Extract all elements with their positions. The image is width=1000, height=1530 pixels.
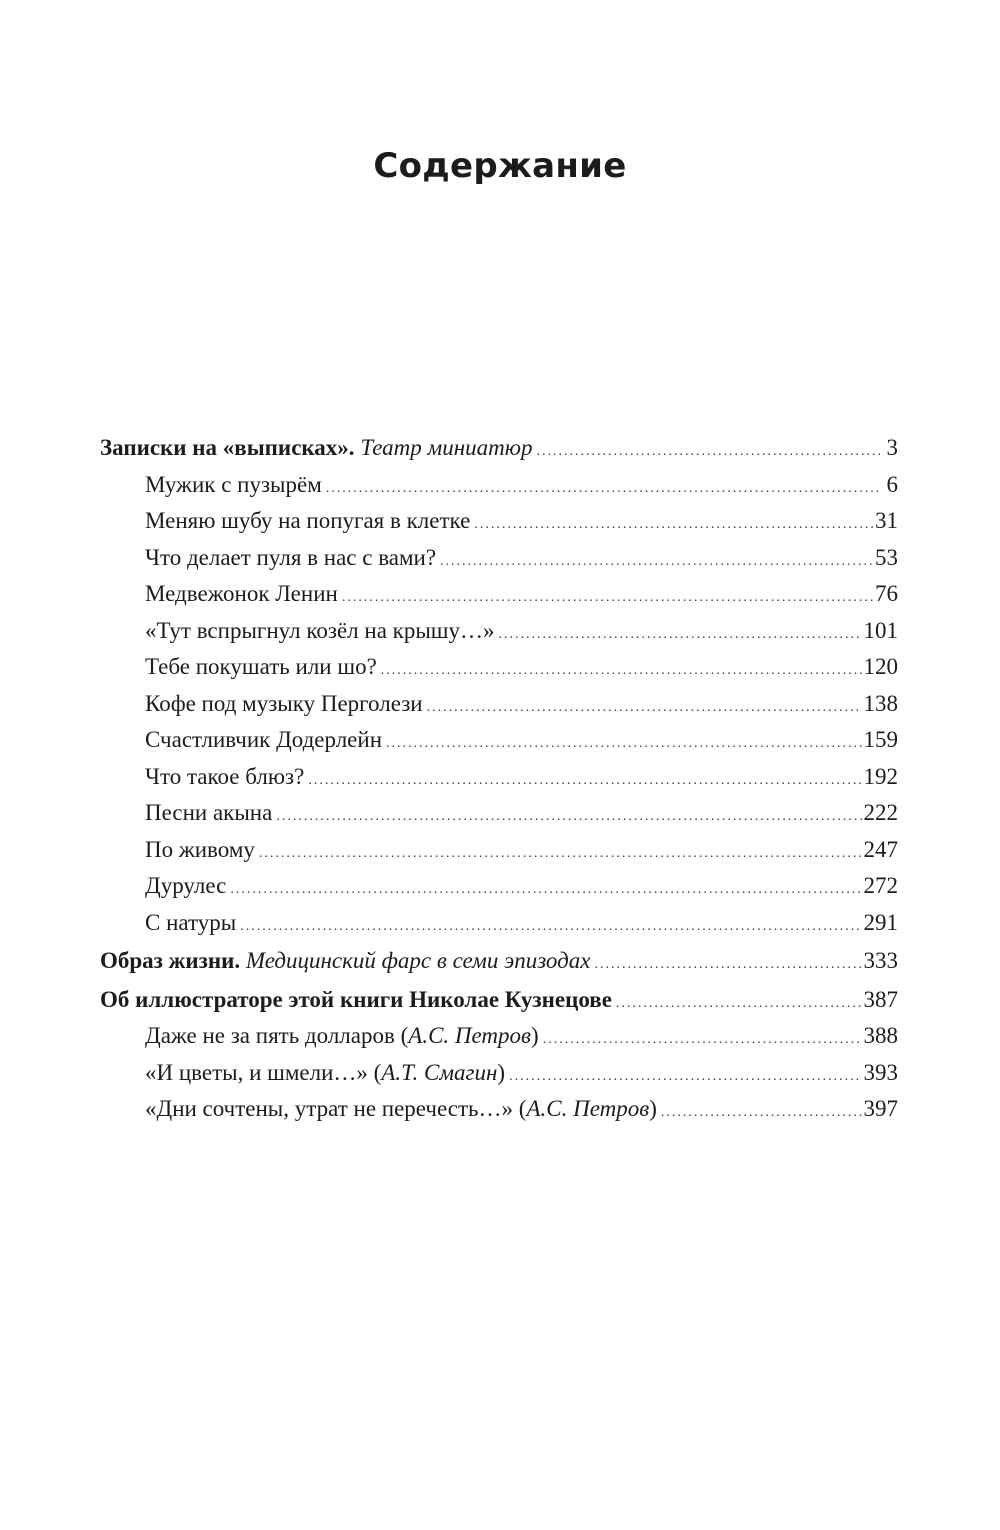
toc-entry-title: Что делает пуля в нас с вами? (145, 544, 437, 570)
toc-entry-title: По живому (145, 836, 255, 862)
toc-entry-title: Об иллюстраторе этой книги Николае Кузнецове (100, 986, 612, 1012)
dot-leader (427, 692, 862, 725)
dot-leader (594, 949, 861, 982)
toc-entry-section[interactable] (100, 984, 898, 1021)
dot-leader (509, 1061, 861, 1094)
toc-entry-title: «Тут вспрыгнул козёл на крышу…» (145, 617, 495, 643)
toc-page-number: 101 (863, 617, 898, 643)
dot-leader (661, 1097, 862, 1130)
toc-page-number: 291 (863, 909, 898, 935)
toc-entry-section[interactable] (100, 432, 898, 469)
table-of-contents (100, 432, 898, 1130)
toc-entry-title: «И цветы, и шмели…» (А.Т. Смагин) (145, 1059, 506, 1085)
dot-leader (326, 473, 882, 506)
toc-entry-title: Записки на «выписках». Театр миниатюр (100, 435, 533, 460)
page-title: Содержание (373, 146, 627, 186)
toc-entry-title: Песни акына (145, 800, 273, 825)
toc-page-number: 397 (863, 1096, 898, 1121)
dot-leader (276, 801, 861, 834)
toc-page-number: 3 (886, 435, 898, 460)
toc-page-number: 120 (863, 654, 898, 679)
toc-entry[interactable] (100, 907, 898, 944)
dot-leader (240, 911, 861, 944)
toc-entry[interactable] (100, 834, 898, 871)
dot-leader (386, 728, 861, 761)
dot-leader (230, 874, 861, 907)
toc-page-number: 387 (863, 986, 898, 1012)
toc-entry[interactable] (100, 1020, 898, 1057)
toc-page-number: 31 (875, 508, 898, 533)
toc-page-number: 192 (863, 763, 898, 789)
toc-entry-title: Кофе под музыку Перголези (145, 690, 423, 716)
toc-page-number: 388 (863, 1023, 898, 1048)
toc-entry-title: Мужик с пузырём (145, 471, 322, 497)
toc-entry-title: Счастливчик Додерлейн (145, 727, 383, 752)
toc-page-number: 76 (875, 581, 898, 606)
toc-page-number: 333 (863, 948, 898, 973)
dot-leader (342, 582, 873, 615)
toc-entry[interactable] (100, 505, 898, 542)
toc-page-number: 6 (886, 471, 898, 497)
toc-page-number: 272 (863, 873, 898, 898)
toc-entry[interactable] (100, 797, 898, 834)
toc-entry[interactable] (100, 724, 898, 761)
dot-leader (381, 655, 862, 688)
toc-entry-title: Меняю шубу на попугая в клетке (145, 508, 471, 533)
toc-entry[interactable] (100, 761, 898, 798)
toc-entry-title: «Дни сочтены, утрат не перечесть…» (А.С. Петров) (145, 1096, 657, 1121)
dot-leader (543, 1024, 862, 1057)
toc-entry[interactable] (100, 542, 898, 579)
toc-entry-title: Тебе покушать или шо? (145, 654, 377, 679)
toc-entry-title: Что такое блюз? (145, 763, 305, 789)
toc-entry[interactable] (100, 870, 898, 907)
dot-leader (259, 838, 862, 871)
toc-page-number: 159 (863, 727, 898, 752)
toc-entry[interactable] (100, 688, 898, 725)
toc-entry[interactable] (100, 469, 898, 506)
toc-entry[interactable] (100, 615, 898, 652)
toc-page-number: 53 (875, 544, 898, 570)
toc-page-number: 138 (863, 690, 898, 716)
toc-entry[interactable] (100, 1093, 898, 1130)
toc-entry[interactable] (100, 1057, 898, 1094)
dot-leader (308, 765, 861, 798)
dot-leader (616, 988, 862, 1021)
toc-entry-title: Медвежонок Ленин (145, 581, 338, 606)
toc-entry-title: Образ жизни. Медицинский фарс в семи эпизодах (100, 948, 591, 973)
toc-page-number: 247 (863, 836, 898, 862)
dot-leader (536, 436, 882, 469)
dot-leader (474, 509, 873, 542)
toc-page-number: 222 (863, 800, 898, 825)
toc-entry-title: С натуры (145, 909, 237, 935)
toc-entry[interactable] (100, 578, 898, 615)
toc-page-number: 393 (863, 1059, 898, 1085)
toc-entry-title: Дурулес (145, 873, 227, 898)
dot-leader (499, 619, 862, 652)
dot-leader (440, 546, 873, 579)
toc-entry-section[interactable] (100, 945, 898, 982)
toc-entry[interactable] (100, 651, 898, 688)
toc-entry-title: Даже не за пять долларов (А.С. Петров) (145, 1023, 539, 1048)
